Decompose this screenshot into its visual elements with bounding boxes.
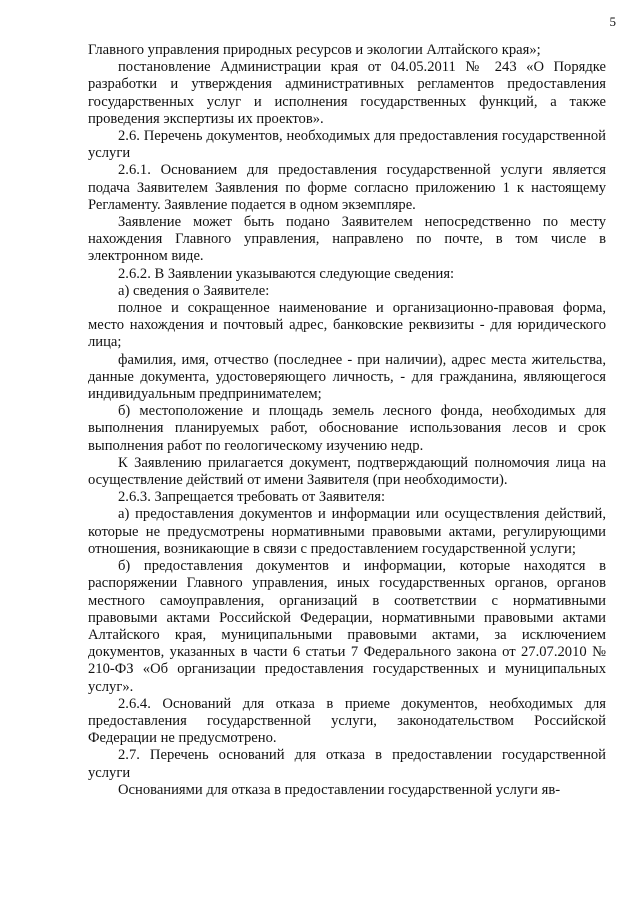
paragraph: фамилия, имя, отчество (последнее - при наличии), адрес места жительства, данные документа, удостоверяющего личность, - для гражданина, являющегося индивидуальным предпринимателем; [88, 351, 606, 403]
paragraph: постановление Администрации края от 04.05.2011 № 243 «О Порядке разработки и утверждения административных регламентов предоставления государственных услуг и исполнения государственных функций, а также проведения экспертизы их проектов». [88, 59, 606, 127]
paragraph: 2.6.1. Основанием для предоставления государственной услуги является подача Заявителем Заявления по форме согласно приложению 1 к настоящему Регламенту. Заявление подается в одном экземпляре. [88, 162, 606, 213]
paragraph: Главного управления природных ресурсов и экологии Алтайского края»; [88, 42, 541, 58]
document-body [88, 42, 606, 799]
paragraph: Заявление может быть подано Заявителем непосредственно по месту нахождения Главного управления, направлено по почте, в том числе в электронном виде. [88, 214, 606, 265]
paragraph: 2.6. Перечень документов, необходимых для предоставления государственной услуги [88, 128, 606, 162]
paragraph: Основаниями для отказа в предоставлении государственной услуги яв- [118, 781, 561, 798]
paragraph: 2.6.3. Запрещается требовать от Заявителя: [118, 489, 386, 506]
paragraph: а) сведения о Заявителе: [118, 282, 270, 299]
paragraph: б) местоположение и площадь земель лесного фонда, необходимых для выполнения планируемых работ, обоснование использования лесов и срок выполнения работ по геологическому изучению недр. [88, 403, 606, 454]
paragraph: 2.6.4. Оснований для отказа в приеме документов, необходимых для предоставления государственной услуги, законодательством Российской Федерации не предусмотрено. [88, 695, 606, 747]
paragraph: полное и сокращенное наименование и организационно-правовая форма, место нахождения и почтовый адрес, банковские реквизиты - для юридического лица; [88, 300, 606, 351]
page-number: 5 [609, 14, 616, 29]
paragraph: б) предоставления документов и информации, которые находятся в распоряжении Главного управления, иных государственных органов, органов местного самоуправления, организаций в соответствии с нормативными правовыми актами Российской Федерации, нормативными правовыми актами Алтайского края, муниципальными правовыми актами, за исключением документов, указанных в части 6 статьи 7 Федерального закона от 27.07.2010 № 210-ФЗ «Об организации предоставления государственных и муниципальных услуг». [88, 558, 606, 695]
paragraph: 2.7. Перечень оснований для отказа в предоставлении государственной услуги [88, 747, 606, 781]
paragraph: К Заявлению прилагается документ, подтверждающий полномочия лица на осуществление действий от имени Заявителя (при необходимости). [88, 454, 606, 489]
paragraph: а) предоставления документов и информации или осуществления действий, которые не предусмотрены нормативными правовыми актами, регулирующими отношения, возникающие в связи с предоставлением государственной услуги; [88, 506, 606, 557]
paragraph: 2.6.2. В Заявлении указываются следующие сведения: [118, 265, 455, 282]
